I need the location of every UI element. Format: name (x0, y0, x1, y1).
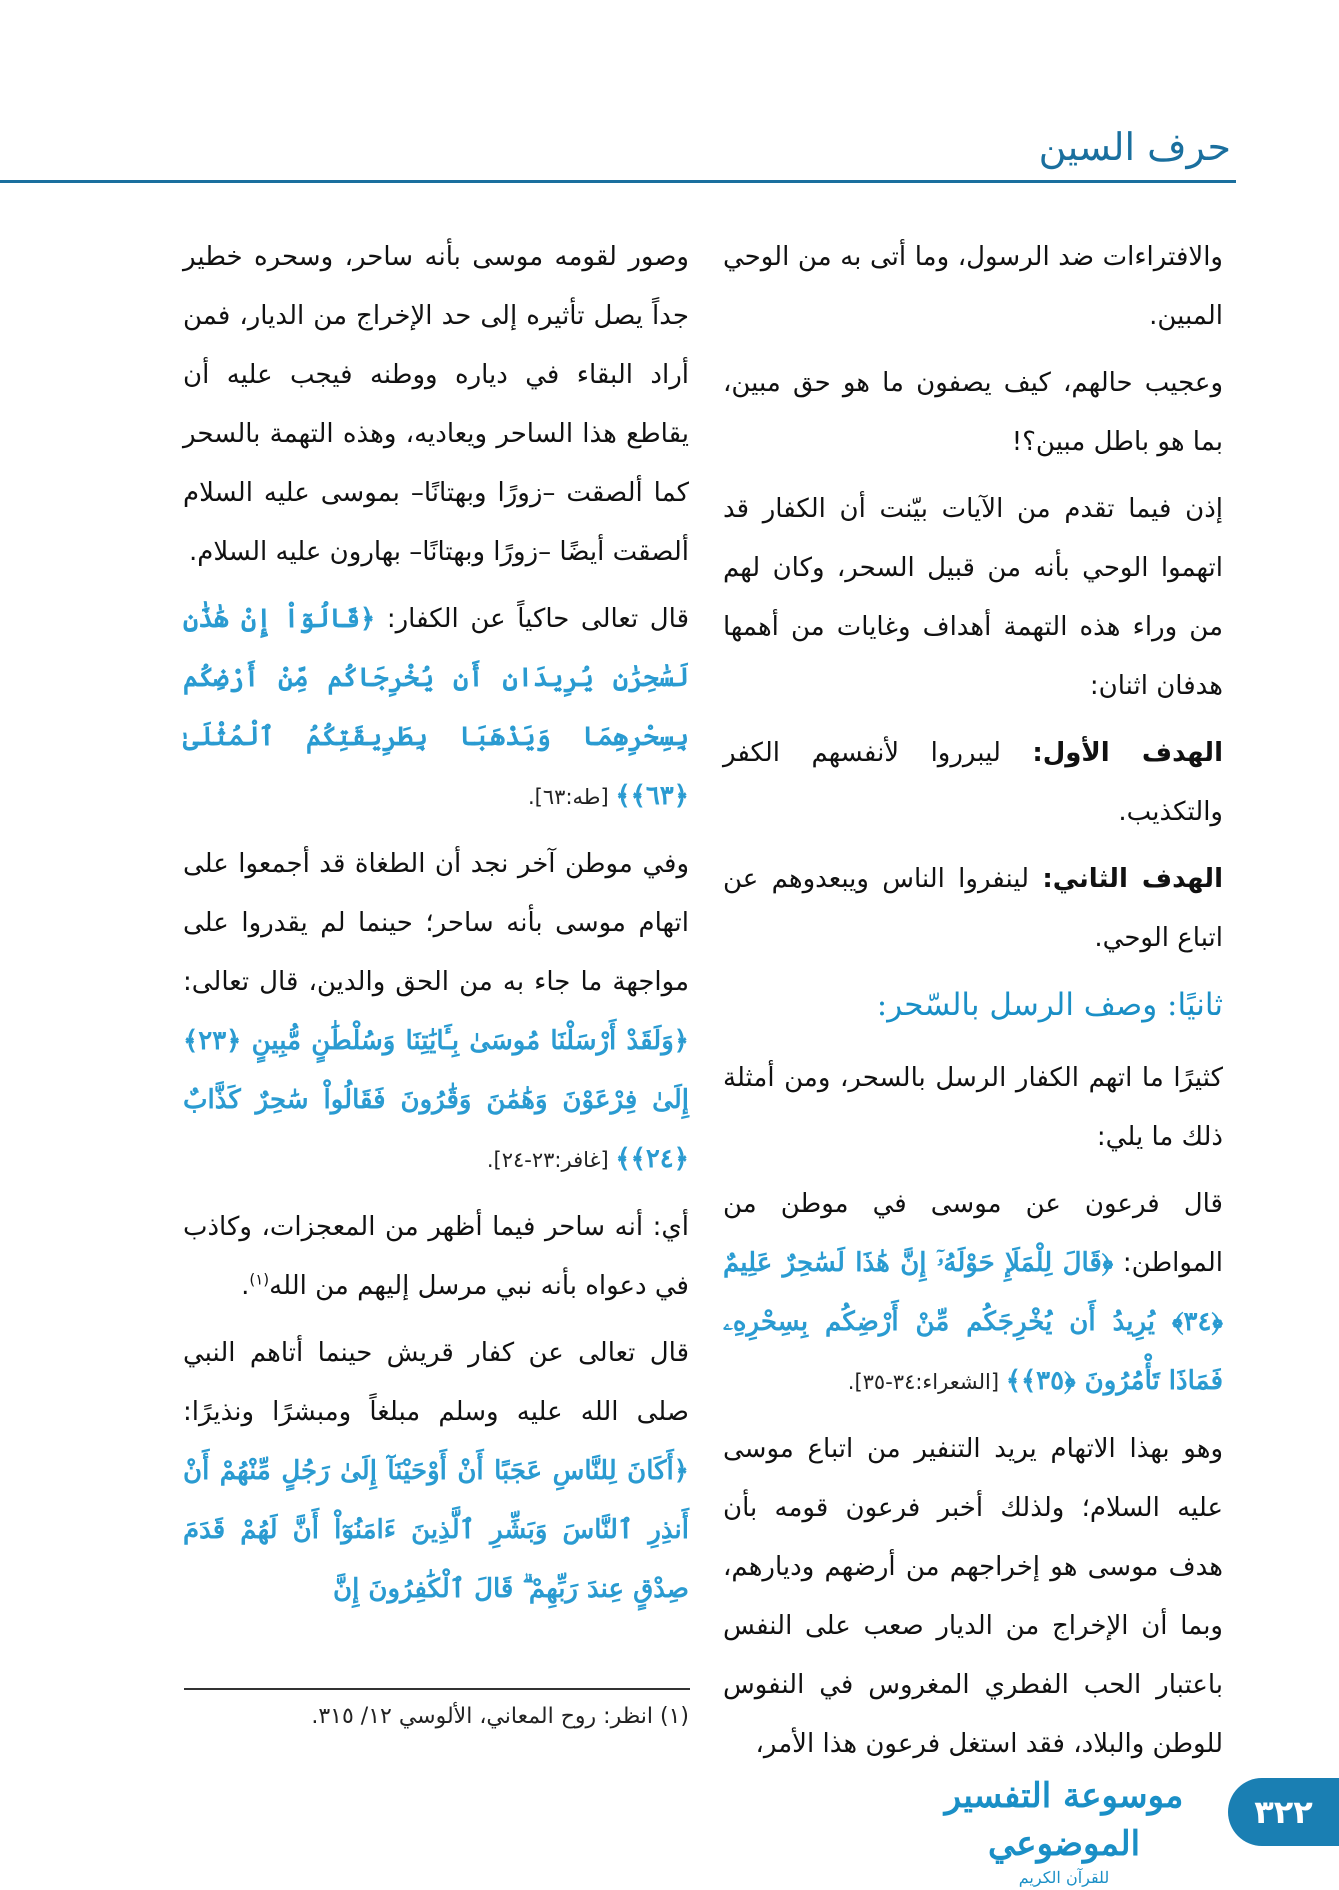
header-divider (0, 180, 1236, 183)
quran-verse: ﴿أَكَانَ لِلنَّاسِ عَجَبًا أَنْ أَوْحَيْنَآ إِلَىٰ رَجُلٍ مِّنْهُمْ أَنْ أَنذِرِ ٱلنَّاسَ وَبَشِّرِ ٱلَّذِينَ ءَامَنُوٓاْ أَنَّ لَهُمْ قَدَمَ صِدْقٍ عِندَ رَبِّهِمْ ۗ قَالَ ٱلْكَٰفِرُونَ إِنَّ (183, 1456, 689, 1604)
text-run: . (241, 1271, 250, 1301)
quran-verse: ﴿قَالَ لِلْمَلَإِ حَوْلَهُۥٓ إِنَّ هَٰذَا لَسَٰحِرٌ عَلِيمٌ ﴿٣٤﴾ يُرِيدُ أَن يُخْرِجَكُم مِّنْ أَرْضِكُم بِسِحْرِهِۦ فَمَاذَا تَأْمُرُونَ ﴿٣٥﴾﴾ (723, 1248, 1223, 1396)
footnote-divider (184, 1688, 690, 1690)
paragraph: والافتراءات ضد الرسول، وما أتى به من الوحي المبين. (723, 242, 1223, 331)
goal-label: الهدف الأول: (1032, 738, 1223, 768)
page-number: ٣٢٢ (1228, 1778, 1339, 1846)
logo-title: موسوعة التفسير الموضوعي (944, 1776, 1184, 1864)
paragraph (183, 835, 689, 1190)
verse-reference: [الشعراء:٣٤-٣٥]. (847, 1370, 1006, 1394)
paragraph: وصور لقومه موسى بأنه ساحر، وسحره خطير جداً يصل تأثيره إلى حد الإخراج من الديار، فمن أراد البقاء في دياره ووطنه فيجب عليه أن يقاطع هذا الساحر ويعاديه، وهذه التهمة بالسحر كما ألصقت –زورًا وبهتانًا– بموسى عليه السلام ألصقت أيضًا –زورًا وبهتانًا– بهارون عليه السلام. (183, 242, 689, 567)
paragraph (723, 724, 1223, 842)
quran-verse: ﴿وَلَقَدْ أَرْسَلْنَا مُوسَىٰ بِـَٔايَٰتِنَا وَسُلْطَٰنٍ مُّبِينٍ ﴿٢٣﴾ إِلَىٰ فِرْعَوْنَ وَهَٰمَٰنَ وَقَٰرُونَ فَقَالُواْ سَٰحِرٌ كَذَّابٌ ﴿٢٤﴾﴾ (183, 1026, 689, 1174)
verse-reference: [طه:٦٣]. (528, 785, 616, 809)
encyclopedia-logo (922, 1772, 1206, 1887)
paragraph: وعجيب حالهم، كيف يصفون ما هو حق مبين، بما هو باطل مبين؟! (723, 368, 1223, 457)
paragraph: إذن فيما تقدم من الآيات بيّنت أن الكفار قد اتهموا الوحي بأنه من قبيل السحر، وكان لهم من وراء هذه التهمة أهداف وغايات من أهمها هدفان اثنان: (723, 494, 1223, 701)
goal-label: الهدف الثاني: (1042, 864, 1223, 894)
section-subheading: ثانيًا: وصف الرسل بالسّحر: (876, 987, 1223, 1023)
paragraph (723, 850, 1223, 968)
quran-verse: ﴿قَالُوٓاْ إِنْ هَٰذَٰنِ لَسَٰحِرَٰنِ يُرِيدَانِ أَن يُخْرِجَاكُم مِّنْ أَرْضِكُم بِسِحْرِهِمَا وَيَذْهَبَا بِطَرِيقَتِكُمُ ٱلْمُثْلَىٰ ﴿٦٣﴾﴾ (183, 604, 689, 811)
page-header-title: حرف السين (1038, 125, 1231, 169)
paragraph (723, 1175, 1223, 1412)
paragraph (183, 1324, 689, 1619)
paragraph (183, 1198, 689, 1316)
text-run: أي: أنه ساحر فيما أظهر من المعجزات، وكاذب في دعواه بأنه نبي مرسل إليهم من الله (183, 1212, 689, 1301)
goal-text: لينفروا الناس ويبعدوهم عن اتباع الوحي. (723, 864, 1223, 953)
footnote-marker[interactable]: (١) (249, 1270, 270, 1289)
right-text-column (723, 228, 1223, 1782)
text-run: قال تعالى حاكياً عن الكفار: (375, 604, 690, 634)
goal-text: ليبرروا لأنفسهم الكفر والتكذيب. (723, 738, 1223, 827)
text-run: قال تعالى عن كفار قريش حينما أتاهم النبي صلى الله عليه وسلم مبلغاً ومبشرًا ونذيرًا: (183, 1338, 689, 1427)
left-text-column (183, 228, 689, 1627)
paragraph: كثيرًا ما اتهم الكفار الرسل بالسحر، ومن أمثلة ذلك ما يلي: (723, 1063, 1223, 1152)
footnote: (١) انظر: روح المعاني، الألوسي ١٢/ ٣١٥. (311, 1704, 689, 1729)
paragraph (183, 590, 689, 827)
verse-reference: [غافر:٢٣-٢٤]. (486, 1148, 616, 1172)
text-run: وفي موطن آخر نجد أن الطغاة قد أجمعوا على اتهام موسى بأنه ساحر؛ حينما لم يقدروا على مواجهة ما جاء به من الحق والدين، قال تعالى: (183, 849, 689, 997)
text-run: قال فرعون عن موسى في موطن من المواطن: (723, 1189, 1223, 1278)
logo-subtitle: للقرآن الكريم (1018, 1868, 1110, 1887)
paragraph: وهو بهذا الاتهام يريد التنفير من اتباع موسى عليه السلام؛ ولذلك أخبر فرعون قومه بأن هدف موسى هو إخراجهم من أرضهم وديارهم، وبما أن الإخراج من الديار صعب على النفس باعتبار الحب الفطري المغروس في النفوس للوطن والبلاد، فقد استغل فرعون هذا الأمر، (723, 1434, 1223, 1759)
